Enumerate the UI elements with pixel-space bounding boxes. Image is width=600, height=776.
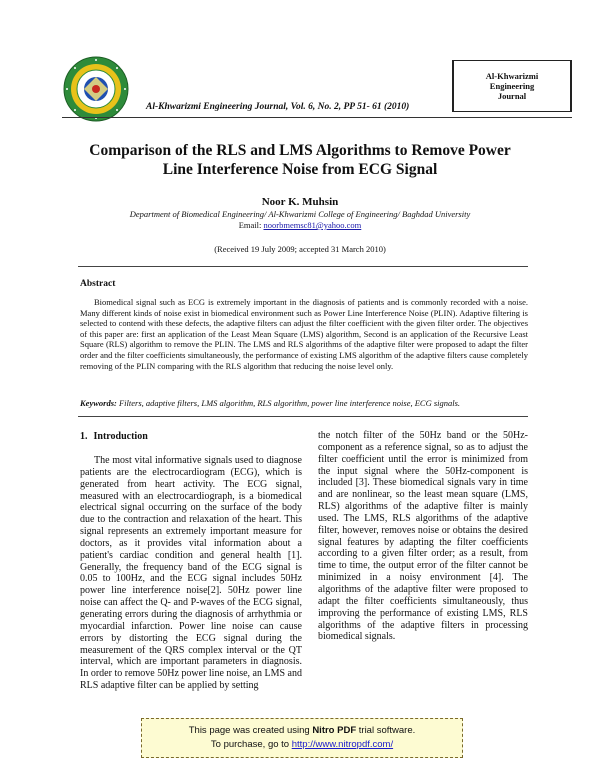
abstract-text: Biomedical signal such as ECG is extremely important in the diagnosis of patients and is commonly recorded with a noise. Many different kinds of noise exist in biomedical environment such as Power Line Interference Noise (PLIN). Adaptive filtering is selected to contend with these defects, the adaptive filters can adjust the filter coefficient with the given filter order. The objectives of this paper are: first an application of the Least Mean Square (LMS) algorithm, Second is an application of the Recursive Least Square (RLS) algorithm to remove the PLIN. The LMS and RLS algorithms of the adaptive filter were proposed to adapt the filter order and the filter coefficients simultaneously, the performance of existing LMS algorithm of the adaptive filters cause completely removing of the PLIN comparing with the RLS algorithm that reducing the noise level only. — [80, 297, 528, 371]
keywords — [80, 398, 528, 409]
email-label: Email: — [238, 220, 264, 230]
banner-purchase-text: To purchase, go to — [210, 739, 292, 750]
journal-name-line-1: Al-Khwarizmi — [485, 71, 539, 81]
author-name: Noor K. Muhsin — [261, 196, 339, 208]
banner-line-2 — [142, 738, 462, 752]
running-head: Al-Khwarizmi Engineering Journal, Vol. 6, No. 2, PP 51- 61 (2010) — [146, 102, 410, 112]
banner-brand: Nitro PDF — [312, 725, 357, 736]
banner-suffix: trial software. — [356, 725, 416, 736]
journal-logo — [62, 55, 130, 123]
abstract-top-rule — [78, 266, 528, 267]
journal-name-line-2: Engineering — [489, 81, 535, 91]
author-affiliation: Department of Biomedical Engineering/ Al-Khwarizmi College of Engineering/ Baghdad University — [129, 209, 471, 219]
paper-title: Comparison of the RLS and LMS Algorithms to Remove Power Line Interference Noise from ECG Signal — [89, 142, 511, 178]
abstract-bottom-rule — [78, 416, 528, 417]
trial-banner — [141, 718, 463, 758]
keywords-text: Filters, adaptive filters, LMS algorithm, RLS algorithm, power line interference noise, ECG signals. — [116, 398, 461, 408]
banner-line-1 — [142, 724, 462, 738]
section-number: 1. — [80, 431, 88, 442]
journal-name-box — [452, 60, 572, 112]
received-dates: (Received 19 July 2009; accepted 31 March 2010) — [214, 244, 386, 254]
keywords-label: Keywords: — [80, 398, 117, 408]
email-line — [0, 220, 600, 230]
intro-left-column: The most vital informative signals used to diagnose patients are the electrocardiogram (ECG), which is generated from heart activity. The ECG signal, measured with an electrocardiograph, is a biomedical electrical signal occurring on the surface of the body due to the contraction and relaxation of the heart. This signal represents an extremely important measure for doctors, as it provides vital information about a patient's cardiac condition and general health [1]. Generally, the frequency band of the ECG signal is 0.05 to 100Hz, and the ECG signal includes 50Hz power line interference noise[2]. 50Hz power line noise can affect the Q- and P-waves of the ECG signal, generating errors during the diagnosis of arrhythmia or myocardial infarction. Power line noise can cause errors by distorting the ECG signal during the measurement of the QRS complex interval or the QT interval, which are important parameters in diagnosis. In order to remove 50Hz power line noise, an LMS and RLS adaptive filter can be applied by setting — [80, 455, 302, 692]
email-link[interactable]: noorbmemsc81@yahoo.com — [263, 220, 362, 230]
abstract-heading: Abstract — [80, 279, 116, 289]
header-rule — [62, 117, 572, 118]
journal-name-line-3: Journal — [497, 91, 527, 101]
section-heading — [80, 431, 148, 442]
intro-right-column: the notch filter of the 50Hz band or the 50Hz-component as a reference signal, so as to adjust the filter coefficient until the error is minimized from the input signal where the 50Hz-component is included [3]. These biomedical signals vary in time and are nonlinear, so the least mean square (LMS, RLS) algorithms of the adaptive filter is mainly used. The LMS, RLS algorithms of the adaptive filter, however, removes noise or obtains the desired signal features by adapting the filter coefficients according to a given filter order; as a result, from time to time, the output error of the filter cannot be minimized in a noisy environment [4]. The algorithms of the adaptive filter were proposed to adapt the filter coefficients simultaneously, thus improving the performance of existing LMS, RLS algorithms of the adaptive filters in processing biomedical signals. — [318, 430, 528, 643]
banner-prefix: This page was created using — [188, 725, 313, 736]
section-title: Introduction — [93, 431, 148, 442]
banner-url-link[interactable]: http://www.nitropdf.com/ — [291, 739, 394, 750]
